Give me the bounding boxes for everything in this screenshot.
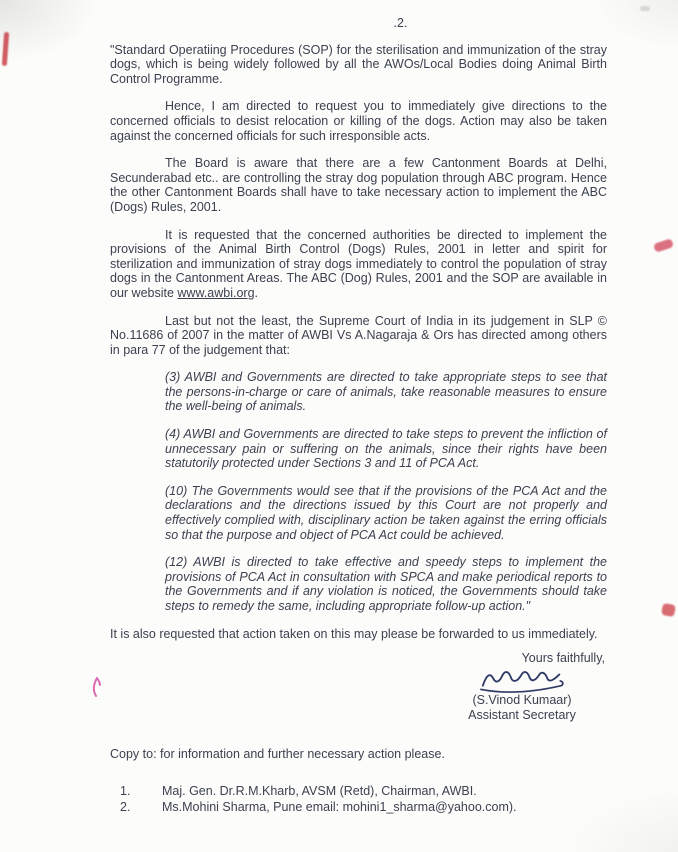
court-quote-3: (3) AWBI and Governments are directed to take appropriate steps to see that the persons-in-charge or care of animals, take reasonable measures to ensure the well-being of animals.	[165, 370, 607, 414]
paragraph-abc-rules-text: It is requested that the concerned authorities be directed to implement the provisions of the Animal Birth Control (Dogs) Rules, 2001 in letter and spirit for sterilization and immunization of stray dogs immediately to control the population of stray dogs in the Cantonment Areas. The ABC (Dog) Rules, 2001 and the SOP are available in our website	[110, 227, 607, 300]
paragraph-abc-rules-period: .	[254, 285, 259, 300]
copy-list	[120, 784, 607, 815]
list-item-number: 1.	[120, 783, 131, 798]
list-item	[120, 784, 607, 799]
list-item-text: Ms.Mohini Sharma, Pune email: mohini1_sharma@yahoo.com).	[162, 800, 517, 815]
list-item	[120, 800, 607, 815]
page-number: .2.	[393, 16, 408, 30]
scan-mark-left-edge	[2, 32, 9, 66]
copy-section	[110, 747, 607, 815]
court-quote-4: (4) AWBI and Governments are directed to take steps to prevent the infliction of unnecessary pain or suffering on the animals, since their rights have been statutorily protected under Sections 3 and 11 of PCA Act.	[165, 427, 607, 471]
signature-salutation: Yours faithfully,	[521, 651, 605, 666]
signature-scrawl	[474, 667, 570, 695]
paragraph-abc-rules	[110, 228, 607, 301]
pink-pen-mark	[88, 676, 104, 698]
paragraph-cantonment-boards: The Board is aware that there are a few Cantonment Boards at Delhi, Secunderabad etc.. are controlling the stray dog population through ABC program. Hence the other Cantonment Boards shall have to take necessary action to implement the ABC (Dogs) Rules, 2001.	[110, 156, 607, 214]
list-item-number: 2.	[120, 800, 131, 815]
signature-name: (S.Vinod Kumaar)	[472, 693, 572, 708]
paragraph-directions: Hence, I am directed to request you to immediately give directions to the concerned officials to desist relocation or killing of the dogs. Action may also be taken against the concerned officials for such irresponsible acts.	[110, 99, 607, 143]
court-quote-12: (12) AWBI is directed to take effective and speedy steps to implement the provisions of PCA Act in consultation with SPCA and make periodical reports to the Governments and if any violation is noticed, the Governments should take steps to remedy the same, including appropriate follow-up action."	[165, 555, 607, 613]
paragraph-sop: "Standard Operatiing Procedures (SOP) for the sterilisation and immunization of the stray dogs, which is being widely followed by all the AWOs/Local Bodies doing Animal Birth Control Programme.	[110, 42, 607, 86]
list-item-text: Maj. Gen. Dr.R.M.Kharb, AVSM (Retd), Chairman, AWBI.	[162, 783, 477, 798]
awbi-website-link[interactable]: www.awbi.org	[177, 285, 255, 300]
paragraph-supreme-court: Last but not the least, the Supreme Court of India in its judgement in SLP © No.11686 of 2007 in the matter of AWBI Vs A.Nagaraja & Ors has directed among others in para 77 of the judgement that:	[110, 313, 607, 357]
copy-to-heading: Copy to: for information and further necessary action please.	[110, 747, 445, 762]
signature-block	[437, 651, 607, 723]
letter-body	[110, 16, 607, 817]
closing-request: It is also requested that action taken on this may please be forwarded to us immediately.	[110, 626, 598, 641]
signature-title: Assistant Secretary	[468, 708, 576, 723]
scan-smudge-top	[640, 6, 650, 11]
scan-mark-right-edge-lower	[661, 603, 676, 617]
court-quote-10: (10) The Governments would see that if the provisions of the PCA Act and the declarations and the directions issued by this Court are not properly and effectively complied with, disciplinary action be taken against the erring officials so that the purpose and object of PCA Act could be achieved.	[165, 483, 607, 542]
scan-mark-right-edge-upper	[653, 238, 674, 252]
